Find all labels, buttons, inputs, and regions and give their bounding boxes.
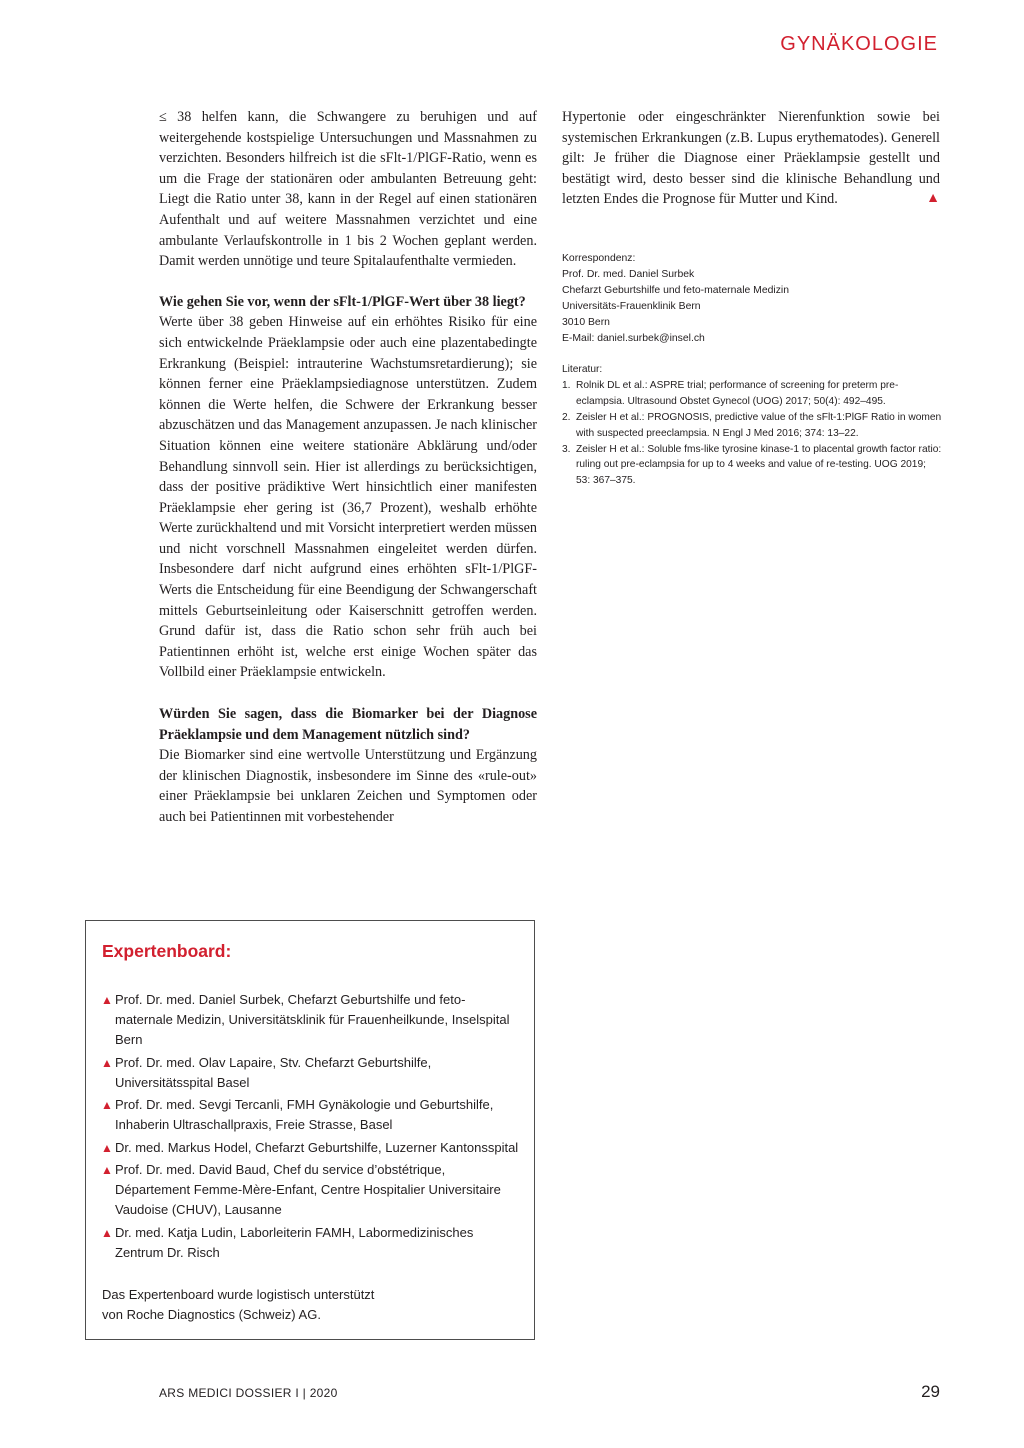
reference-list: [562, 378, 942, 489]
expert-member-text: Prof. Dr. med. David Baud, Chef du service d’obstétrique, Département Femme-Mère-Enfant, Centre Hospitalier Universitaire Vaudoise (CHUV), Lausanne: [115, 1162, 501, 1218]
end-of-article-icon: ▲: [926, 191, 940, 207]
journal-footer: ARS MEDICI DOSSIER I | 2020: [159, 1386, 338, 1400]
section-title: GYNÄKOLOGIE: [780, 33, 938, 55]
reference-number: 3.: [562, 443, 571, 455]
expert-member: [101, 1095, 521, 1135]
paragraph: Die Biomarker sind eine wertvolle Unterstützung und Ergänzung der klinischen Diagnostik, insbesondere im Sinne des «rule-out» einer Präeklampsie bei unklaren Zeichen und Symptomen oder auch bei Patientinnen mit vorbestehender: [159, 747, 537, 825]
reference-item: [562, 410, 942, 442]
sponsor-note-line: Das Expertenboard wurde logistisch unterstützt: [102, 1287, 375, 1302]
sponsor-note-line: von Roche Diagnostics (Schweiz) AG.: [102, 1307, 321, 1322]
triangle-bullet-icon: ▲: [101, 1225, 113, 1240]
correspondence-line: Universitäts-Frauenklinik Bern: [562, 301, 701, 312]
expert-member: [101, 1053, 521, 1093]
correspondence-email: E-Mail: daniel.surbek@insel.ch: [562, 333, 705, 344]
triangle-bullet-icon: ▲: [101, 1140, 113, 1155]
question-heading: Wie gehen Sie vor, wenn der sFlt-1/PlGF-Wert über 38 liegt?: [159, 293, 526, 310]
reference-number: 1.: [562, 379, 571, 391]
paragraph: Werte über 38 geben Hinweise auf ein erhöhtes Risiko für eine sich entwickelnde Präeklampsie oder auch eine plazentabedingte Erkrankung (Beispiel: intrauterine Wachstumsretardierung); sie können ferner eine Präeklampsiediagnose unterstützen. Zudem können die Werte helfen, die Schwere der Erkrankung besser abzuschätzen und das Management anzupassen. Je nach klinischer Situation können eine weitere stationäre Abklärung und/oder Behandlung sinnvoll sein. Hier ist allerdings zu berücksichtigen, dass der positive prädiktive Wert hinsichtlich einer manifesten Präeklampsie eher gering ist (36,7 Prozent), weshalb erhöhte Werte zurückhaltend und mit Vorsicht interpretiert werden müssen und nicht vorschnell Massnahmen eingeleitet werden dürfen. Insbesondere darf nicht aufgrund eines erhöhten sFlt-1/PlGF-Werts die Entscheidung für eine Beendigung der Schwangerschaft mittels Geburtseinleitung oder Kaiserschnitt getroffen werden. Grund dafür ist, dass die Ratio schon sehr früh auch bei Patientinnen erhöht ist, welche erst einige Wochen später das Vollbild einer Präeklampsie entwickeln.: [159, 314, 537, 681]
paragraph: ≤ 38 helfen kann, die Schwangere zu beruhigen und auf weitergehende kostspielige Untersuchungen und Massnahmen zu verzichten. Besonders hilfreich ist die sFlt-1/PlGF-Ratio, wenn es um die Frage der stationären oder ambulanten Betreuung geht: Liegt die Ratio unter 38, kann in der Regel auf einen stationären Aufenthalt und auf weitere Massnahmen verzichtet und eine ambulante Verlaufskontrolle in 1 bis 2 Wochen geplant werden. Damit werden unnötige und teure Spitalaufenthalte vermieden.: [159, 109, 537, 270]
triangle-bullet-icon: ▲: [101, 1163, 113, 1178]
expert-member: [101, 1138, 521, 1158]
expert-board-list: [101, 990, 521, 1266]
paragraph-text: Hypertonie oder eingeschränkter Nierenfunktion sowie bei systemischen Erkrankungen (z.B. Lupus erythematodes). Generell gilt: Je früher die Diagnose einer Präeklampsie gestellt und bestätigt wird, desto besser sind die klinische Behandlung und letzten Endes die Prognose für Mutter und Kind.: [562, 109, 940, 208]
correspondence-line: Prof. Dr. med. Daniel Surbek: [562, 269, 695, 280]
literature: [562, 362, 942, 489]
reference-text: Zeisler H et al.: Soluble fms-like tyrosine kinase-1 to placental growth factor ratio: ruling out pre-eclampsia for up to 4 weeks and value of re-testing. UOG 2019; 53: 367–375.: [576, 443, 942, 487]
reference-item: [562, 442, 942, 490]
reference-number: 2.: [562, 411, 571, 423]
expert-member-text: Prof. Dr. med. Olav Lapaire, Stv. Chefarzt Geburtshilfe, Universitätsspital Basel: [115, 1054, 432, 1090]
sponsor-note: [102, 1285, 522, 1325]
triangle-bullet-icon: ▲: [101, 1098, 113, 1113]
expert-member: [101, 990, 521, 1050]
expert-member-text: Dr. med. Katja Ludin, Laborleiterin FAMH, Labormedizinisches Zentrum Dr. Risch: [115, 1224, 474, 1260]
expert-member-text: Prof. Dr. med. Sevgi Tercanli, FMH Gynäkologie und Geburtshilfe, Inhaberin Ultraschallpraxis, Freie Strasse, Basel: [115, 1097, 494, 1133]
triangle-bullet-icon: ▲: [101, 993, 113, 1007]
paragraph: [562, 107, 940, 210]
literature-label: Literatur:: [562, 364, 603, 375]
reference-text: Rolnik DL et al.: ASPRE trial; performance of screening for preterm pre-eclampsia. Ultrasound Obstet Gynecol (UOG) 2017; 50(4): 492–495.: [576, 379, 899, 407]
reference-text: Zeisler H et al.: PROGNOSIS, predictive value of the sFlt-1:PlGF Ratio in women with suspected preeclampsia. N Engl J Med 2016; 374: 13–22.: [576, 411, 942, 439]
question-heading: Würden Sie sagen, dass die Biomarker bei der Diagnose Präeklampsie und dem Management nützlich sind?: [159, 706, 537, 743]
reference-item: [562, 378, 942, 410]
expert-member: [101, 1160, 521, 1220]
page-number: 29: [921, 1382, 940, 1401]
correspondence-line: 3010 Bern: [562, 317, 610, 328]
expert-member: [101, 1223, 521, 1263]
expert-board-box: [85, 920, 535, 1340]
expert-board-title: Expertenboard:: [102, 941, 232, 961]
expert-member-text: Dr. med. Markus Hodel, Chefarzt Geburtshilfe, Luzerner Kantonsspital: [115, 1139, 519, 1155]
right-column: [562, 107, 940, 210]
triangle-bullet-icon: ▲: [101, 1055, 113, 1070]
correspondence-line: Chefarzt Geburtshilfe und feto-maternale Medizin: [562, 285, 789, 296]
left-column: [159, 107, 537, 828]
expert-member-text: Prof. Dr. med. Daniel Surbek, Chefarzt Geburtshilfe und feto-maternale Medizin, Universitätsklinik für Frauenheilkunde, Inselspital Bern: [115, 992, 510, 1047]
correspondence: [562, 251, 942, 347]
correspondence-label: Korrespondenz:: [562, 253, 636, 264]
